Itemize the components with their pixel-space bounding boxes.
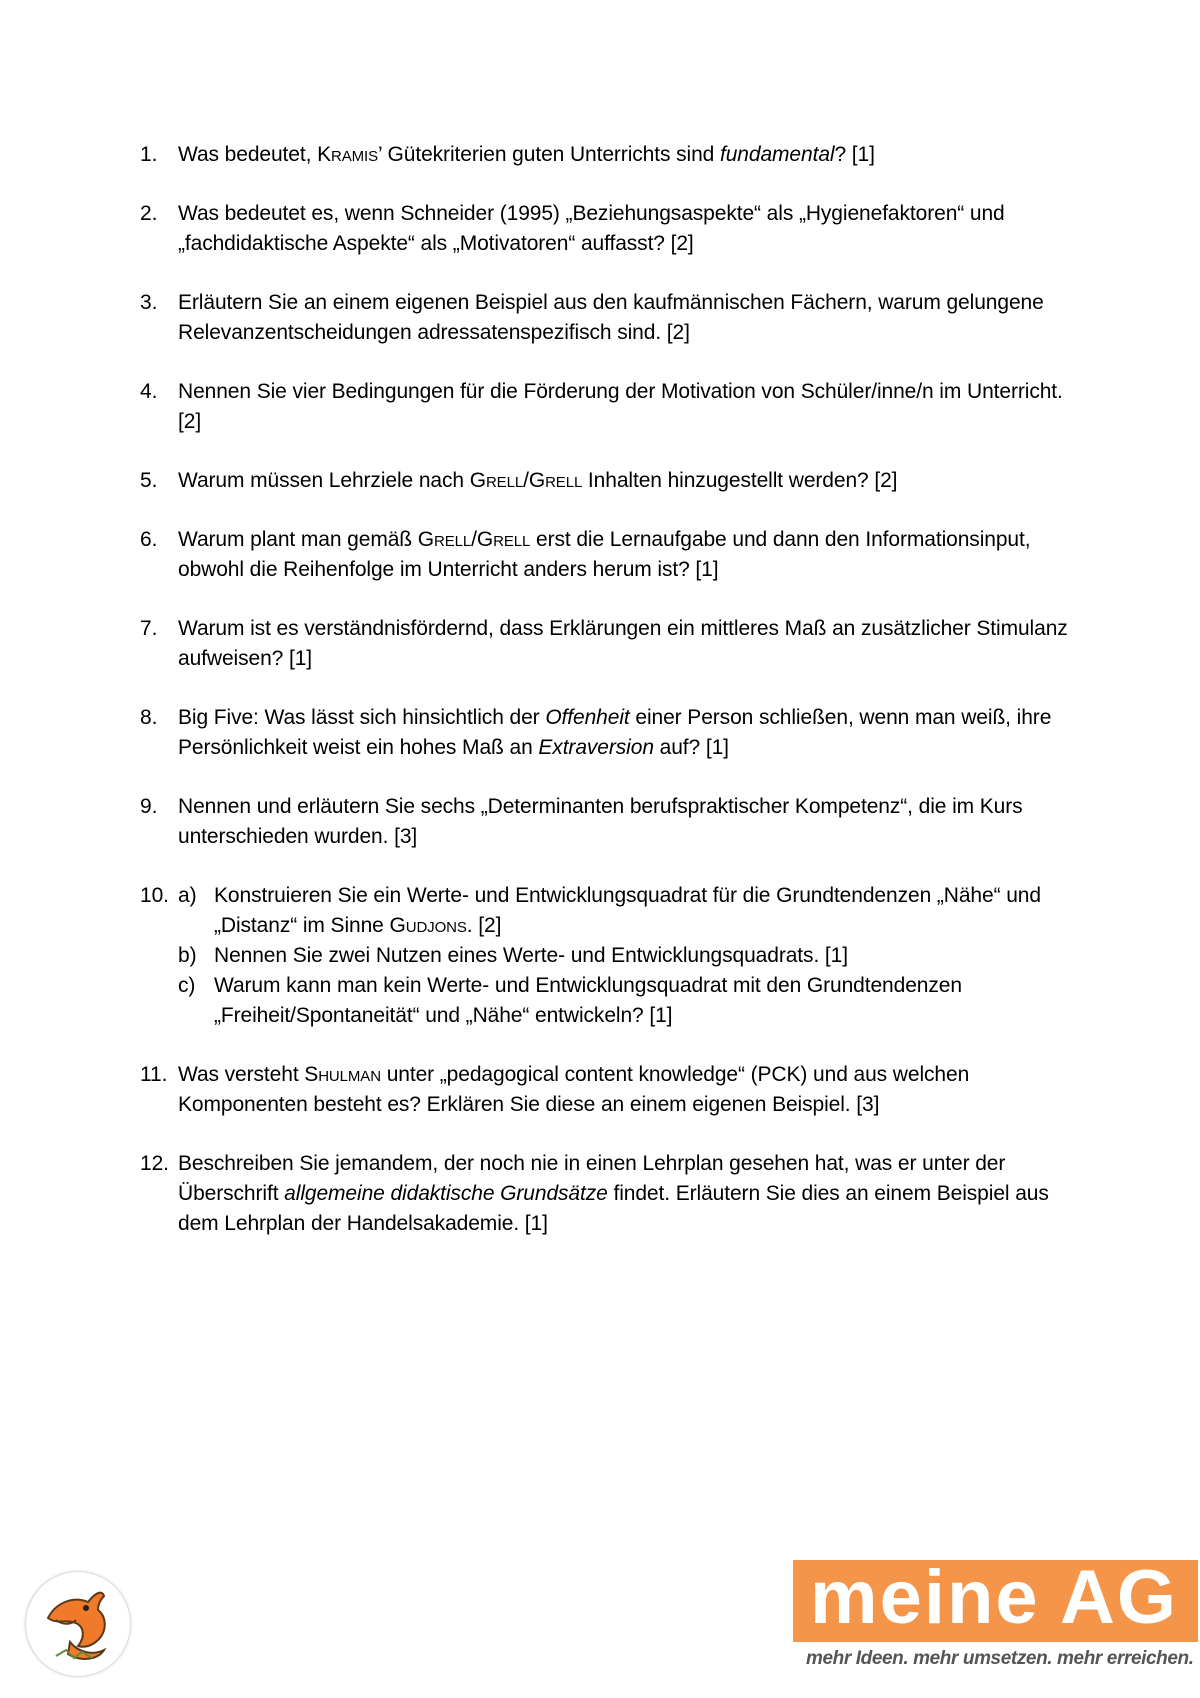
question-item <box>140 1060 1080 1120</box>
question-body <box>178 792 1080 852</box>
author-name: Grell <box>528 469 583 492</box>
sub-question-label: a) <box>178 884 197 907</box>
question-text: unter „pedagogical content knowledge“ (PCK) und aus welchen Komponenten besteht es? Erklären Sie diese an einem eigenen Beispiel. [3] <box>178 1063 970 1116</box>
sub-question-label: b) <box>178 944 197 967</box>
question-list <box>140 140 1080 1268</box>
question-text: Was versteht <box>178 1063 305 1086</box>
question-text: einer Person schließen, wenn man weiß, ihre Persönlichkeit weist ein hohes Maß an <box>178 706 1052 759</box>
question-item <box>140 199 1080 259</box>
question-item <box>140 525 1080 585</box>
question-text: findet. Erläutern Sie dies an einem Beispiel aus dem Lehrplan der Handelsakademie. [1] <box>178 1182 1049 1235</box>
question-text: Nennen Sie zwei Nutzen eines Werte- und Entwicklungsquadrats. [1] <box>214 944 848 967</box>
question-text: Beschreiben Sie jemandem, der noch nie in einen Lehrplan gesehen hat, was er unter der Überschrift <box>178 1152 1006 1205</box>
author-name: Grell <box>417 528 472 551</box>
question-item <box>140 881 1080 1031</box>
question-item <box>140 1149 1080 1239</box>
brand-name: meine AG <box>810 1555 1178 1640</box>
question-body <box>178 466 1080 496</box>
author-name: Kramis <box>317 143 378 166</box>
author-name: Shulman <box>304 1063 381 1086</box>
question-number: 9. <box>140 795 158 818</box>
author-name: Gudjons <box>389 914 467 937</box>
question-text: Warum kann man kein Werte- und Entwicklungsquadrat mit den Grundtendenzen „Freiheit/Spontaneität“ und „Nähe“ entwickeln? [1] <box>214 974 962 1027</box>
question-text: Warum ist es verständnisfördernd, dass Erklärungen ein mittleres Maß an zusätzlicher Stimulanz aufweisen? [1] <box>178 617 1068 670</box>
question-text: / <box>471 528 477 551</box>
question-text: Warum müssen Lehrziele nach <box>178 469 470 492</box>
question-body <box>178 703 1080 763</box>
question-number: 12. <box>140 1152 169 1175</box>
question-text: Was bedeutet, <box>178 143 318 166</box>
mascot-logo <box>26 1572 130 1676</box>
question-body <box>178 377 1080 437</box>
question-text: Konstruieren Sie ein Werte- und Entwicklungsquadrat für die Grundtendenzen „Nähe“ und „Distanz“ im Sinne <box>214 884 1041 937</box>
question-text: Inhalten hinzugestellt werden? [2] <box>582 469 898 492</box>
sub-question-item <box>178 971 1080 1031</box>
question-body <box>178 140 1080 170</box>
sub-question-item <box>178 881 1080 941</box>
question-number: 11. <box>140 1063 168 1086</box>
question-text: erst die Lernaufgabe und dann den Informationsinput, obwohl die Reihenfolge im Unterricht anders herum ist? [1] <box>178 528 1031 581</box>
sub-question-item <box>178 941 1080 971</box>
sub-question-list <box>178 881 1080 1031</box>
question-number: 7. <box>140 617 158 640</box>
question-text: Big Five: Was lässt sich hinsichtlich der <box>178 706 546 729</box>
question-number: 3. <box>140 291 158 314</box>
question-text: Erläutern Sie an einem eigenen Beispiel aus den kaufmännischen Fächern, warum gelungene Relevanzentscheidungen adressatenspezifisch sind. [2] <box>178 291 1044 344</box>
question-text: auf? [1] <box>653 736 729 759</box>
emphasis-text: Extraversion <box>538 736 654 759</box>
author-name: Grell <box>469 469 524 492</box>
question-item <box>140 288 1080 348</box>
emphasis-text: Offenheit <box>545 706 630 729</box>
question-item <box>140 792 1080 852</box>
question-item <box>140 377 1080 437</box>
question-text: ’ Gütekriterien guten Unterrichts sind <box>378 143 720 166</box>
question-text: . [2] <box>466 914 502 937</box>
question-text: Nennen Sie vier Bedingungen für die Förderung der Motivation von Schüler/inne/n im Unterricht. [2] <box>178 380 1063 433</box>
question-item <box>140 466 1080 496</box>
question-body <box>178 1149 1080 1239</box>
author-name: Grell <box>476 528 531 551</box>
question-number: 6. <box>140 528 158 551</box>
question-number: 2. <box>140 202 158 225</box>
question-text: / <box>523 469 529 492</box>
question-body <box>178 1060 1080 1120</box>
question-number: 5. <box>140 469 158 492</box>
question-text: Was bedeutet es, wenn Schneider (1995) „Beziehungsaspekte“ als „Hygienefaktoren“ und „fachdidaktische Aspekte“ als „Motivatoren“ auffasst? [2] <box>178 202 1005 255</box>
brand-slogan: mehr Ideen. mehr umsetzen. mehr erreichen. <box>806 1648 1194 1669</box>
sub-question-body <box>214 941 1080 971</box>
sub-question-body <box>214 881 1080 941</box>
emphasis-text: allgemeine didaktische Grundsätze <box>284 1182 608 1205</box>
question-number: 1. <box>140 143 158 166</box>
fox-mascot-icon <box>26 1572 130 1676</box>
sub-question-body <box>214 971 1080 1031</box>
question-body <box>178 199 1080 259</box>
question-number: 4. <box>140 380 158 403</box>
question-text: ? [1] <box>834 143 875 166</box>
sub-question-label: c) <box>178 974 196 997</box>
question-item <box>140 703 1080 763</box>
question-body <box>178 525 1080 585</box>
emphasis-text: fundamental <box>719 143 835 166</box>
question-item <box>140 140 1080 170</box>
question-text: Nennen und erläutern Sie sechs „Determinanten berufspraktischer Kompetenz“, die im Kurs unterschieden wurden. [3] <box>178 795 1023 848</box>
question-text: Warum plant man gemäß <box>178 528 418 551</box>
question-body <box>178 614 1080 674</box>
question-body <box>178 288 1080 348</box>
question-number: 10. <box>140 884 169 907</box>
question-number: 8. <box>140 706 158 729</box>
question-item <box>140 614 1080 674</box>
